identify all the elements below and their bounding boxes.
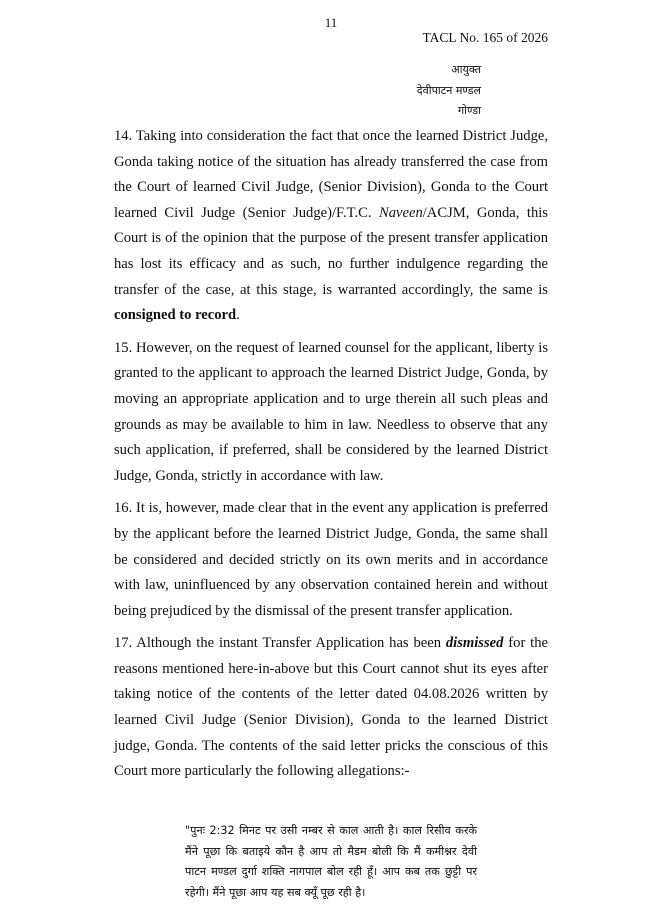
address-block <box>417 60 481 122</box>
paragraph-17-emphasis: dismissed <box>445 635 504 652</box>
address-line-district: गोण्डा <box>457 104 481 117</box>
judgment-body <box>114 124 548 792</box>
paragraph-14 <box>114 124 548 329</box>
page-number: 11 <box>324 15 338 30</box>
quoted-allegation: "पुनः 2:32 मिनट पर उसी नम्बर से काल आती है। काल रिसीव करके मैंने पूछा कि बताइये कौन है आप तो मैडम बोली कि मैं कमीश्नर देवी पाटन मण्डल दुर्गा शक्ति नागपाल बोल रही हूँ। आप कब तक छुट्टी पर रहेगी। मैंने पूछा आप यह सब क्यूँ पूछ रही है। <box>185 824 477 899</box>
paragraph-14-text-start: 14. Taking into consideration the fact that once the learned District Judge, Gonda taking notice of the situation has already transferred the case from the Court of learned Civil Judge, (Senior Division), Gonda to the Court learned Civil Judge (Senior Judge)/F.T.C. <box>114 128 548 221</box>
paragraph-17 <box>114 631 548 785</box>
paragraph-15: 15. However, on the request of learned counsel for the applicant, liberty is granted to the applicant to approach the learned District Judge, Gonda, by moving an appropriate application and to urge therein all such pleas and grounds as may be available to him in law. Needless to observe that any such application, if preferred, shall be considered by the learned District Judge, Gonda, strictly in accordance with law. <box>114 339 548 484</box>
paragraph-16: 16. It is, however, made clear that in the event any application is preferred by the applicant before the learned District Judge, Gonda, the same shall be considered and decided strictly on its own merits and in accordance with law, uninfluenced by any observation contained herein and without being prejudiced by the dismissal of the present transfer application. <box>114 500 548 619</box>
paragraph-17-text-end: for the reasons mentioned here-in-above but this Court cannot shut its eyes after taking notice of the contents of the letter dated 04.08.2026 written by learned Civil Judge (Senior Division), Gonda to the learned District judge, Gonda. The contents of the said letter pricks the conscious of this Court more particularly the following allegations:- <box>114 635 548 780</box>
paragraph-17-text-start: 17. Although the instant Transfer Application has been <box>114 635 446 652</box>
address-line-division: देवीपाटन मण्डल <box>416 83 481 97</box>
paragraph-14-text-middle: /ACJM, Gonda, this Court is of the opinion that the purpose of the present transfer application has lost its efficacy and as such, no further indulgence regarding the transfer of the case, at this stage, is warranted accordingly, the same is <box>114 204 548 298</box>
paragraph-14-text-end: . <box>236 307 240 324</box>
case-number: TACL No. 165 of 2026 <box>422 30 548 45</box>
paragraph-14-bold-phrase: consigned to record <box>114 307 237 324</box>
address-line-designation: आयुक्त <box>451 63 481 76</box>
paragraph-14-italic-name: Naveen <box>378 204 423 221</box>
